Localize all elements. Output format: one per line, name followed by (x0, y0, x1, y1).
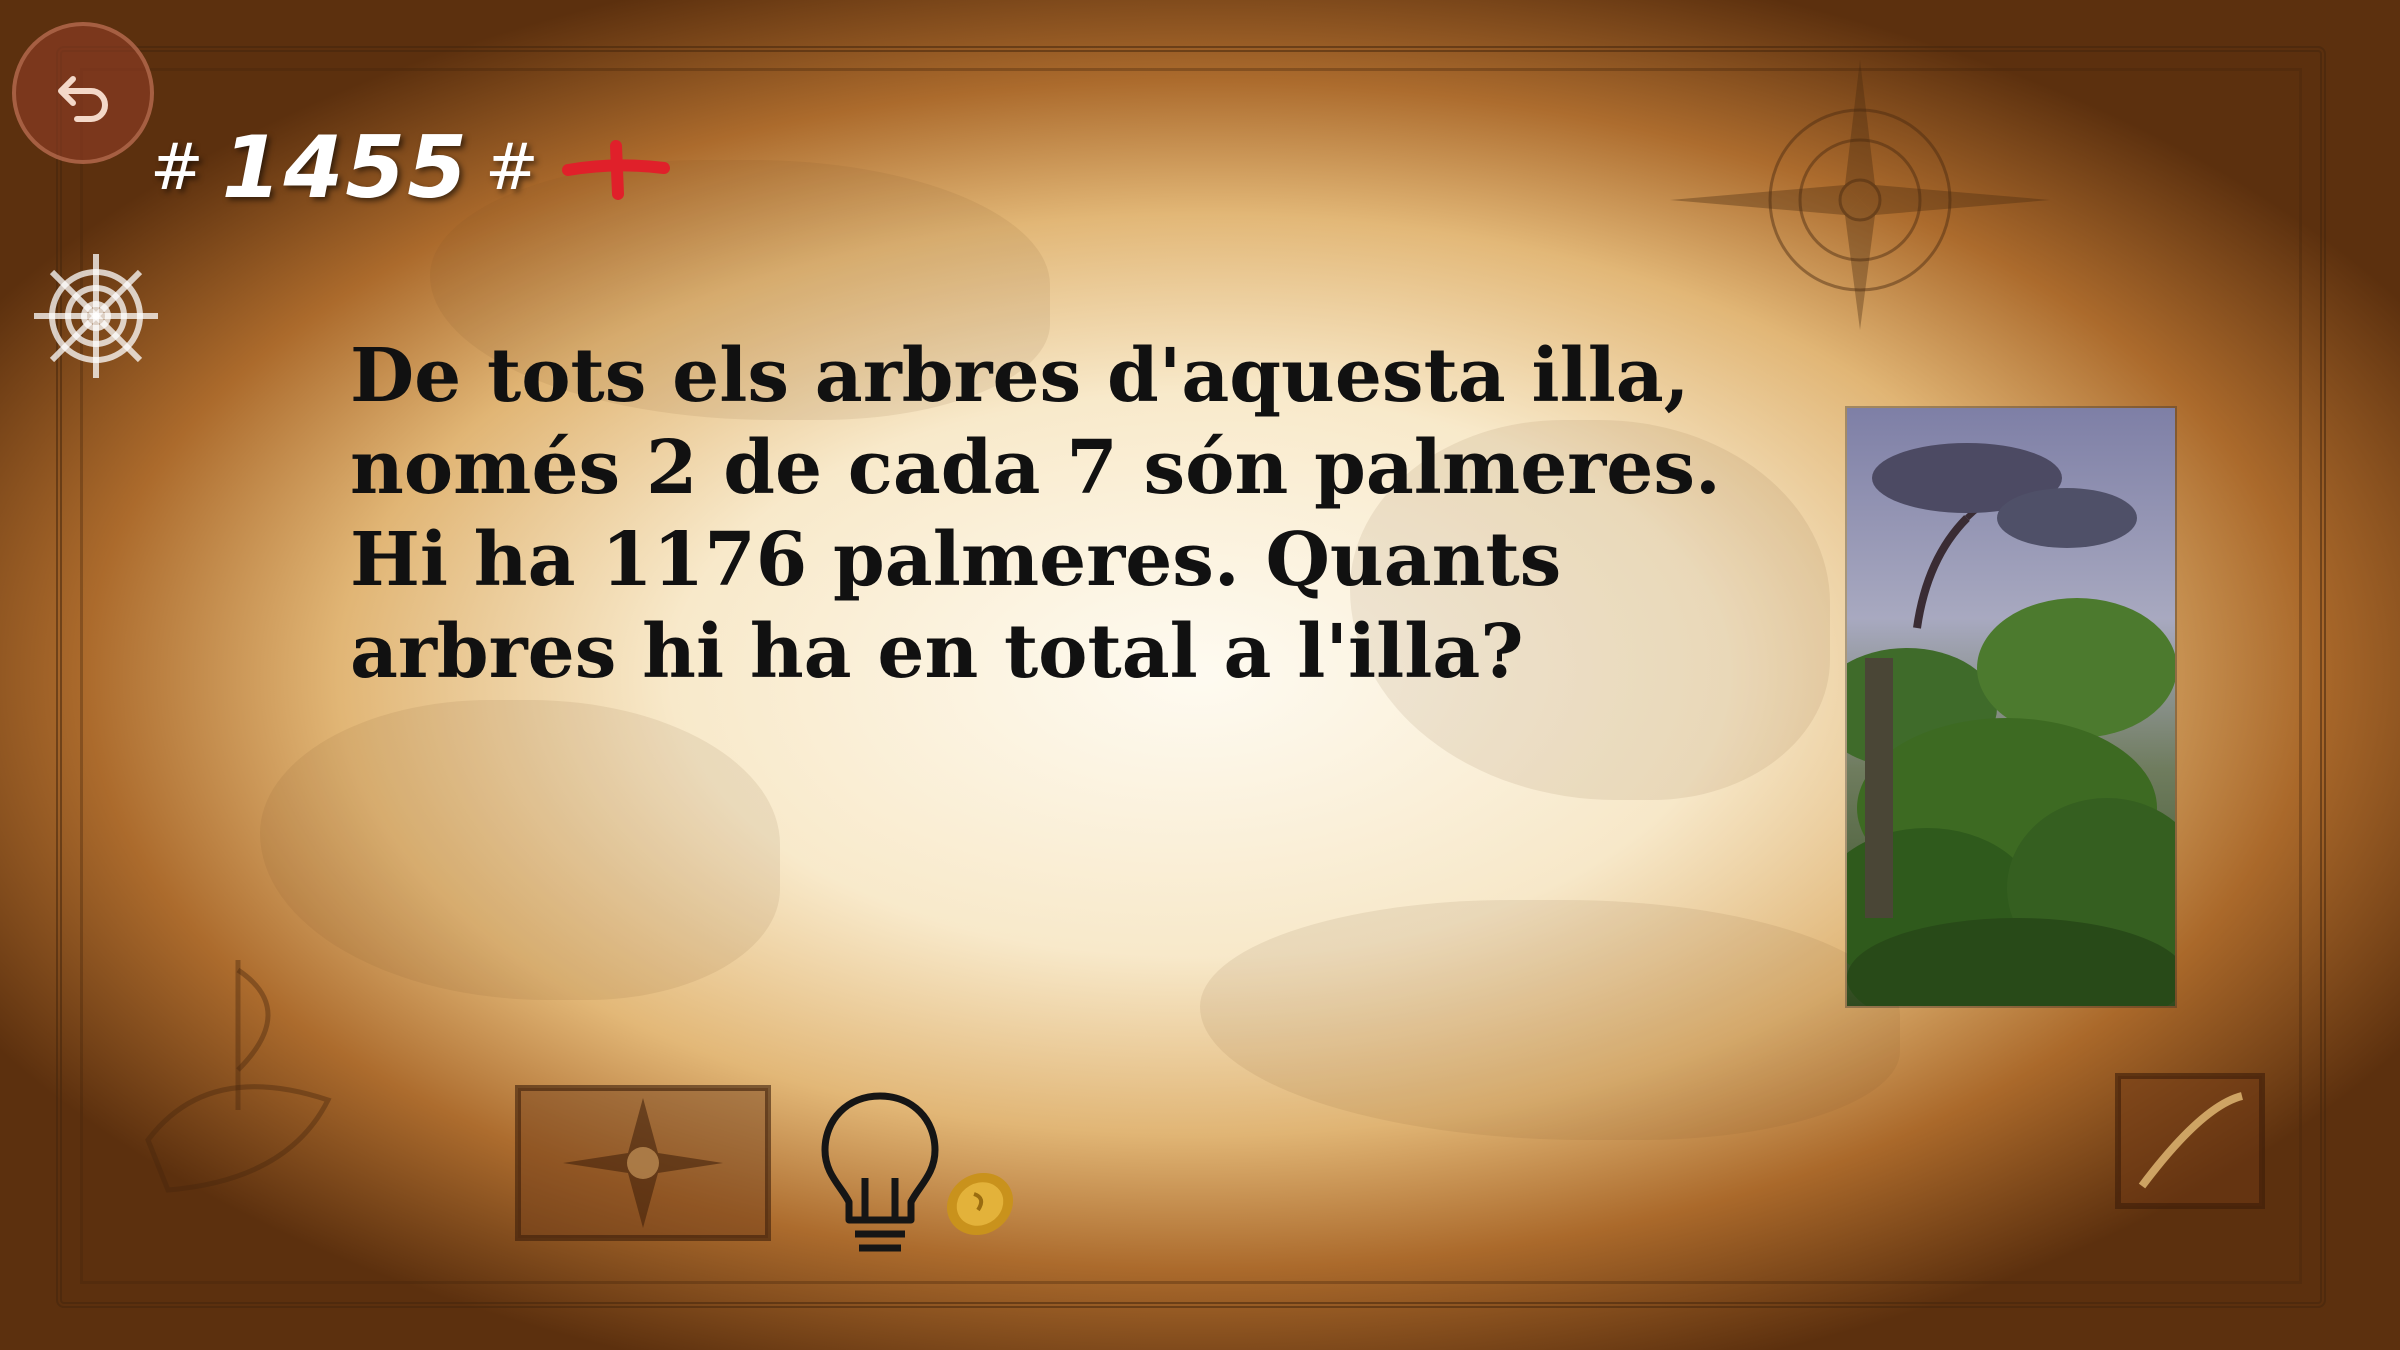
back-arrow-icon (47, 57, 119, 129)
decorative-feather-box (2112, 1066, 2268, 1214)
hint-button[interactable] (815, 1088, 945, 1258)
level-suffix: # (484, 131, 541, 205)
compass-rose-icon (1640, 60, 2080, 330)
level-prefix: # (150, 131, 206, 205)
forest-illustration (1845, 406, 2177, 1008)
back-button[interactable] (12, 22, 154, 164)
lightbulb-icon (825, 1096, 935, 1248)
decorative-ship-ornament (128, 920, 368, 1220)
question-text: De tots els arbres d'aquesta illa, només 2 de cada 7 són palmeres. Hi ha 1176 palmeres. Quants arbres hi ha en total a l'illa? (350, 333, 1721, 695)
coin-icon (940, 1164, 1020, 1244)
level-number-label (150, 118, 541, 218)
red-cross-icon (560, 140, 672, 200)
ship-wheel-icon[interactable] (26, 246, 166, 386)
level-number: 1455 (221, 118, 469, 218)
decorative-star-plaque (508, 1068, 778, 1258)
